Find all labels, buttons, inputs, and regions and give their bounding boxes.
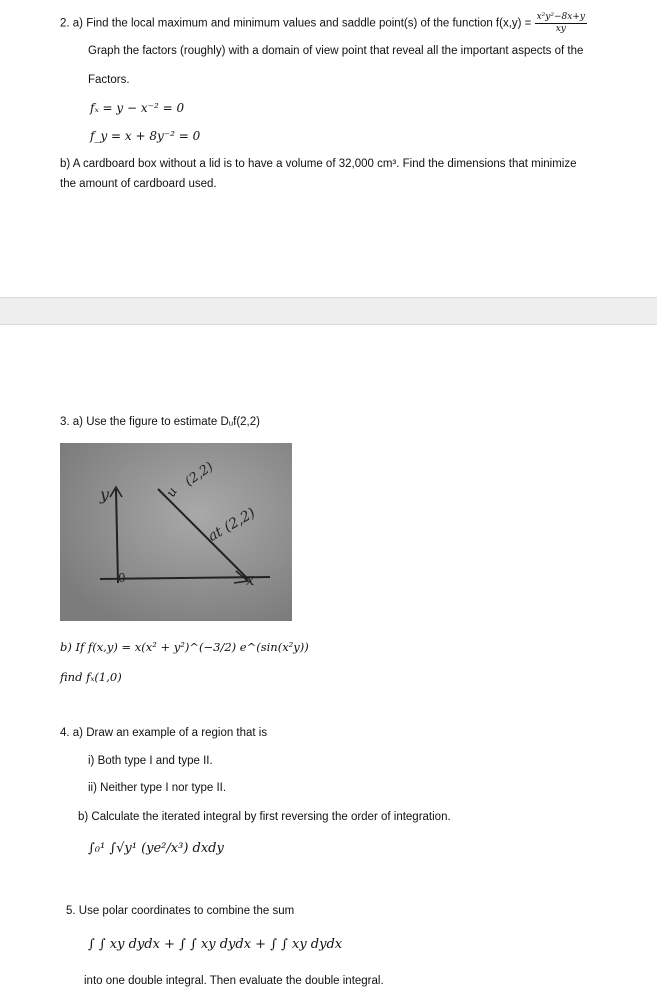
q4a-prompt: 4. a) Draw an example of a region that is	[60, 727, 268, 739]
q3b-prompt: b) If f(x,y) = x(x² + y²)^(−3/2) e^(sin(x²y))	[60, 640, 309, 654]
at-point-label: at (2,2)	[205, 505, 259, 545]
q2a-prompt: 2. a) Find the local maximum and minimum values and saddle point(s) of the function f(x,y) = $\frac{\text{x²y²−8x+y}}{xy}$	[60, 12, 585, 34]
q5-sum-integrals: ∫ ∫ xy dydx + ∫ ∫ xy dydx + ∫ ∫ xy dydx	[88, 937, 343, 952]
q3b-find: find fₓ(1,0)	[60, 670, 122, 684]
point-label-top: (2,2)	[182, 459, 217, 490]
q2-graph-line1: Graph the factors (roughly) with a domain of view point that reveal all the important aspects of the	[88, 45, 584, 57]
q3a-prompt: 3. a) Use the figure to estimate Dᵤf(2,2)	[60, 416, 260, 428]
q4b-integral: ∫₀¹ ∫√y¹ (ye²/x³) dxdy	[88, 841, 224, 856]
q5-prompt: 5. Use polar coordinates to combine the sum	[66, 905, 295, 917]
figure-sketch	[60, 443, 292, 621]
q5-end: into one double integral. Then evaluate the double integral.	[84, 975, 384, 987]
q2b-line1: b) A cardboard box without a lid is to have a volume of 32,000 cm³. Find the dimensions that minimize	[60, 158, 577, 170]
handwritten-figure	[60, 443, 292, 621]
y-axis-label: y	[100, 485, 110, 504]
q2b-line2: the amount of cardboard used.	[60, 178, 217, 190]
x-axis-label: x	[246, 571, 255, 589]
fy-equation: f_y = x + 8y⁻² = 0	[90, 129, 201, 143]
page-divider	[0, 297, 657, 325]
function-fraction: $\frac{\text{x²y²−8x+y}}{xy}$	[536, 12, 585, 34]
q2-graph-line2: Factors.	[88, 74, 130, 86]
fx-equation: fₓ = y − x⁻² = 0	[90, 101, 185, 115]
q4a-i: i) Both type I and type II.	[88, 755, 213, 767]
origin-label: 0	[118, 571, 126, 585]
u-label: u	[163, 485, 181, 500]
q4b-prompt: b) Calculate the iterated integral by first reversing the order of integration.	[78, 811, 451, 823]
q4a-ii: ii) Neither type I nor type II.	[88, 782, 227, 794]
